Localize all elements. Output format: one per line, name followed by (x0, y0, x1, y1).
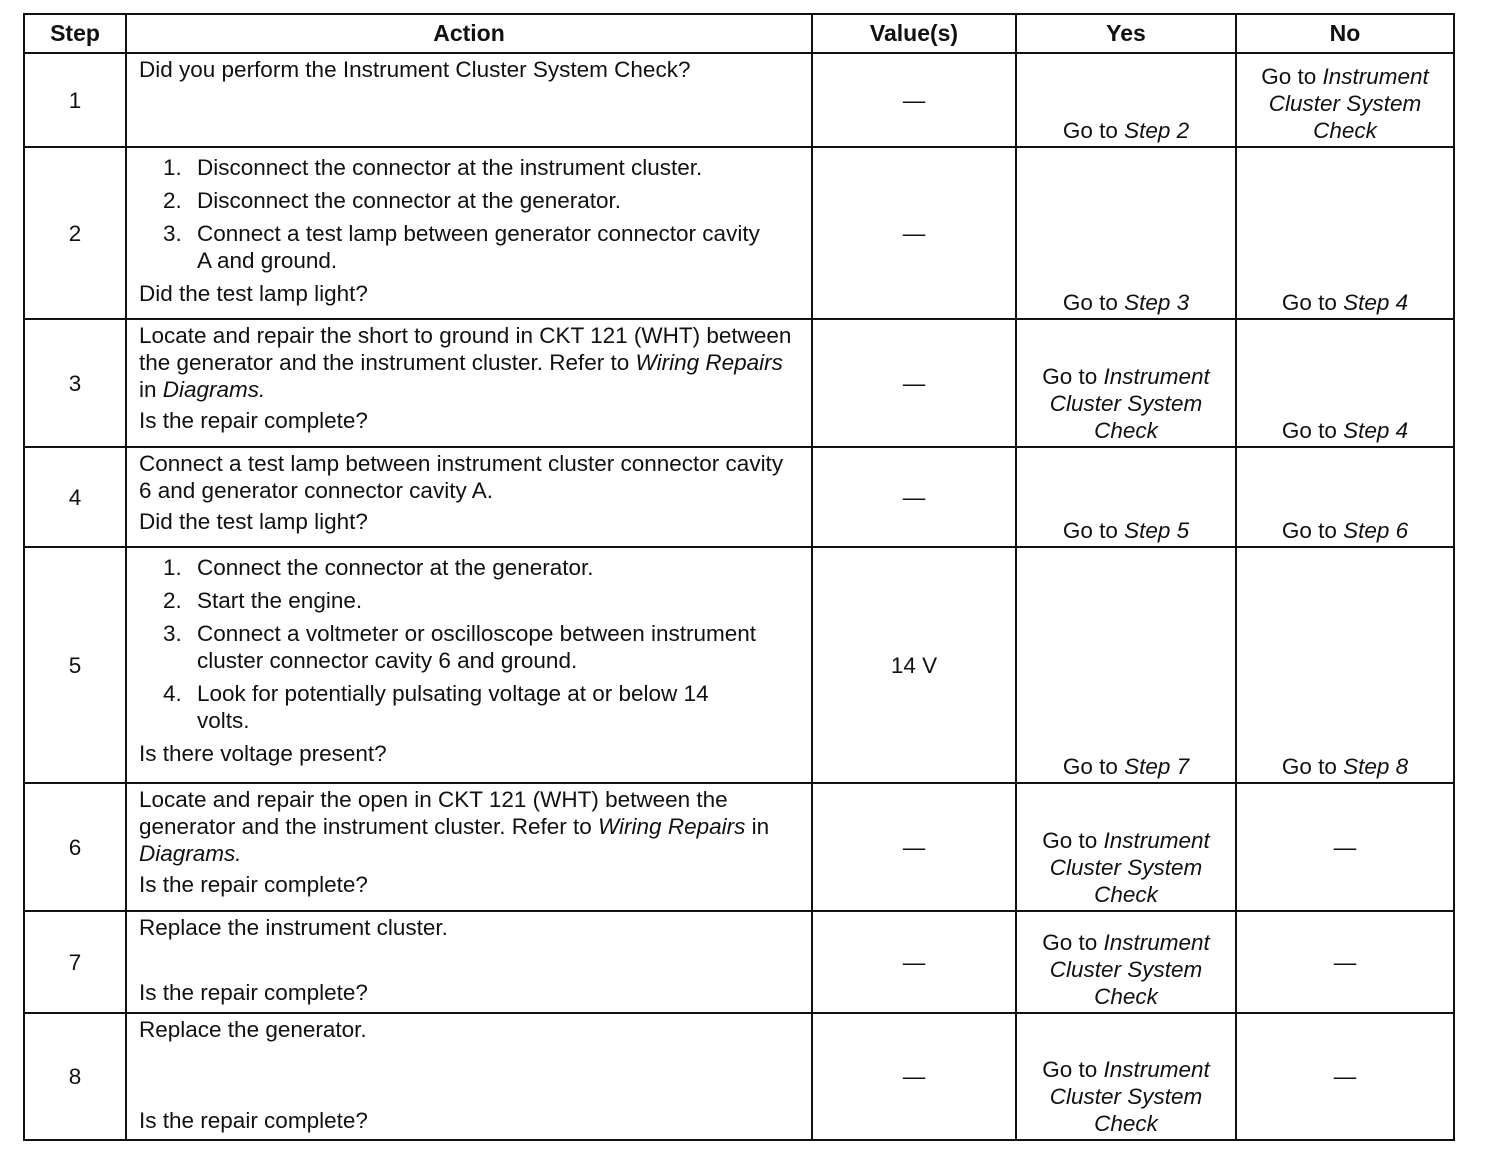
yes-cell[interactable] (1016, 147, 1236, 319)
yes-prefix: Go to (1042, 364, 1098, 389)
table-row (24, 547, 1454, 783)
table-row (24, 53, 1454, 147)
value-cell: — (812, 319, 1016, 447)
yes-link[interactable]: Instrument Cluster System Check (1049, 1057, 1210, 1136)
action-text: Locate and repair the short to ground in CKT 121 (WHT) between the generator and the instrument cluster. Refer to Wiring Repairs in Diagrams. (139, 323, 792, 402)
yes-link[interactable]: Step 7 (1124, 754, 1190, 779)
yes-link[interactable]: Step 3 (1124, 290, 1190, 315)
action-text: Replace the generator. (139, 1017, 367, 1042)
action-question: Is the repair complete? (139, 872, 368, 897)
yes-cell[interactable] (1016, 319, 1236, 447)
reference-diagrams[interactable]: Diagrams. (139, 841, 242, 866)
yes-cell[interactable] (1016, 911, 1236, 1013)
action-cell (126, 447, 812, 547)
header-values: Value(s) (812, 14, 1016, 53)
action-cell (126, 547, 812, 783)
action-cell (126, 53, 812, 147)
list-item: 2. Start the engine. (163, 588, 363, 613)
value-cell: — (812, 783, 1016, 911)
yes-cell[interactable] (1016, 783, 1236, 911)
no-prefix: Go to (1281, 290, 1337, 315)
action-list (139, 554, 801, 734)
value-cell: — (812, 1013, 1016, 1140)
header-action: Action (126, 14, 812, 53)
list-item: 4. Look for potentially pulsating voltage at or below 14 volts. (163, 681, 709, 733)
no-cell[interactable] (1236, 547, 1454, 783)
step-number: 2 (24, 147, 126, 319)
header-row (24, 14, 1454, 53)
table-row (24, 447, 1454, 547)
step-number: 6 (24, 783, 126, 911)
value-cell: — (812, 147, 1016, 319)
yes-link[interactable]: Step 5 (1124, 518, 1190, 543)
header-yes: Yes (1016, 14, 1236, 53)
yes-link[interactable]: Instrument Cluster System Check (1049, 828, 1210, 907)
diagnostic-table (23, 13, 1455, 1141)
list-item: 1. Connect the connector at the generator. (163, 555, 594, 580)
action-cell (126, 1013, 812, 1140)
action-question: Is the repair complete? (139, 408, 368, 433)
list-item: 2. Disconnect the connector at the generator. (163, 188, 622, 213)
step-number: 8 (24, 1013, 126, 1140)
reference-diagrams[interactable]: Diagrams. (162, 377, 266, 402)
yes-cell[interactable] (1016, 1013, 1236, 1140)
yes-prefix: Go to (1042, 1057, 1098, 1082)
action-cell (126, 147, 812, 319)
table-row (24, 147, 1454, 319)
action-question: Is the repair complete? (139, 1108, 368, 1133)
table-row (24, 319, 1454, 447)
action-question: Is the repair complete? (139, 980, 368, 1005)
reference-wiring-repairs[interactable]: Wiring Repairs (598, 814, 746, 839)
no-prefix: Go to (1281, 418, 1337, 443)
no-prefix: Go to (1261, 64, 1317, 89)
action-list (139, 154, 801, 274)
no-link[interactable]: Step 4 (1343, 290, 1409, 315)
action-text: Replace the instrument cluster. (139, 915, 448, 940)
yes-prefix: Go to (1062, 290, 1118, 315)
yes-prefix: Go to (1062, 518, 1118, 543)
value-cell: — (812, 447, 1016, 547)
step-number: 1 (24, 53, 126, 147)
no-link[interactable]: Step 6 (1343, 518, 1409, 543)
header-no: No (1236, 14, 1454, 53)
step-number: 3 (24, 319, 126, 447)
value-cell: 14 V (812, 547, 1016, 783)
action-cell (126, 319, 812, 447)
list-item: 3. Connect a voltmeter or oscilloscope between instrument cluster connector cavity 6 and ground. (163, 621, 757, 673)
no-prefix: Go to (1281, 518, 1337, 543)
action-text: Locate and repair the open in CKT 121 (WHT) between the generator and the instrument cluster. Refer to Wiring Repairs in Diagrams. (139, 787, 770, 866)
step-number: 5 (24, 547, 126, 783)
no-cell[interactable] (1236, 53, 1454, 147)
yes-prefix: Go to (1062, 118, 1118, 143)
yes-prefix: Go to (1042, 828, 1098, 853)
table-row (24, 1013, 1454, 1140)
no-cell: — (1236, 1013, 1454, 1140)
list-item: 3. Connect a test lamp between generator connector cavity A and ground. (163, 221, 760, 273)
action-question: Is there voltage present? (139, 741, 387, 766)
reference-wiring-repairs[interactable]: Wiring Repairs (635, 350, 783, 375)
no-cell[interactable] (1236, 147, 1454, 319)
no-link[interactable]: Step 4 (1343, 418, 1409, 443)
value-cell: — (812, 911, 1016, 1013)
action-text: Connect a test lamp between instrument cluster connector cavity 6 and generator connector cavity A. (139, 451, 784, 503)
yes-link[interactable]: Instrument Cluster System Check (1049, 930, 1210, 1009)
value-cell: — (812, 53, 1016, 147)
no-prefix: Go to (1281, 754, 1337, 779)
step-number: 7 (24, 911, 126, 1013)
yes-cell[interactable] (1016, 547, 1236, 783)
no-link[interactable]: Instrument Cluster System Check (1268, 64, 1429, 143)
yes-link[interactable]: Instrument Cluster System Check (1049, 364, 1210, 443)
action-question: Did the test lamp light? (139, 281, 368, 306)
yes-cell[interactable] (1016, 53, 1236, 147)
yes-link[interactable]: Step 2 (1124, 118, 1190, 143)
no-cell: — (1236, 911, 1454, 1013)
yes-cell[interactable] (1016, 447, 1236, 547)
action-text: Did you perform the Instrument Cluster System Check? (139, 57, 691, 82)
action-cell (126, 911, 812, 1013)
no-link[interactable]: Step 8 (1343, 754, 1409, 779)
yes-prefix: Go to (1042, 930, 1098, 955)
header-step: Step (24, 14, 126, 53)
table-row (24, 911, 1454, 1013)
action-question: Did the test lamp light? (139, 509, 368, 534)
step-number: 4 (24, 447, 126, 547)
list-item: 1. Disconnect the connector at the instrument cluster. (163, 155, 703, 180)
yes-prefix: Go to (1062, 754, 1118, 779)
no-cell: — (1236, 783, 1454, 911)
action-cell (126, 783, 812, 911)
table-row (24, 783, 1454, 911)
no-cell[interactable] (1236, 447, 1454, 547)
no-cell[interactable] (1236, 319, 1454, 447)
